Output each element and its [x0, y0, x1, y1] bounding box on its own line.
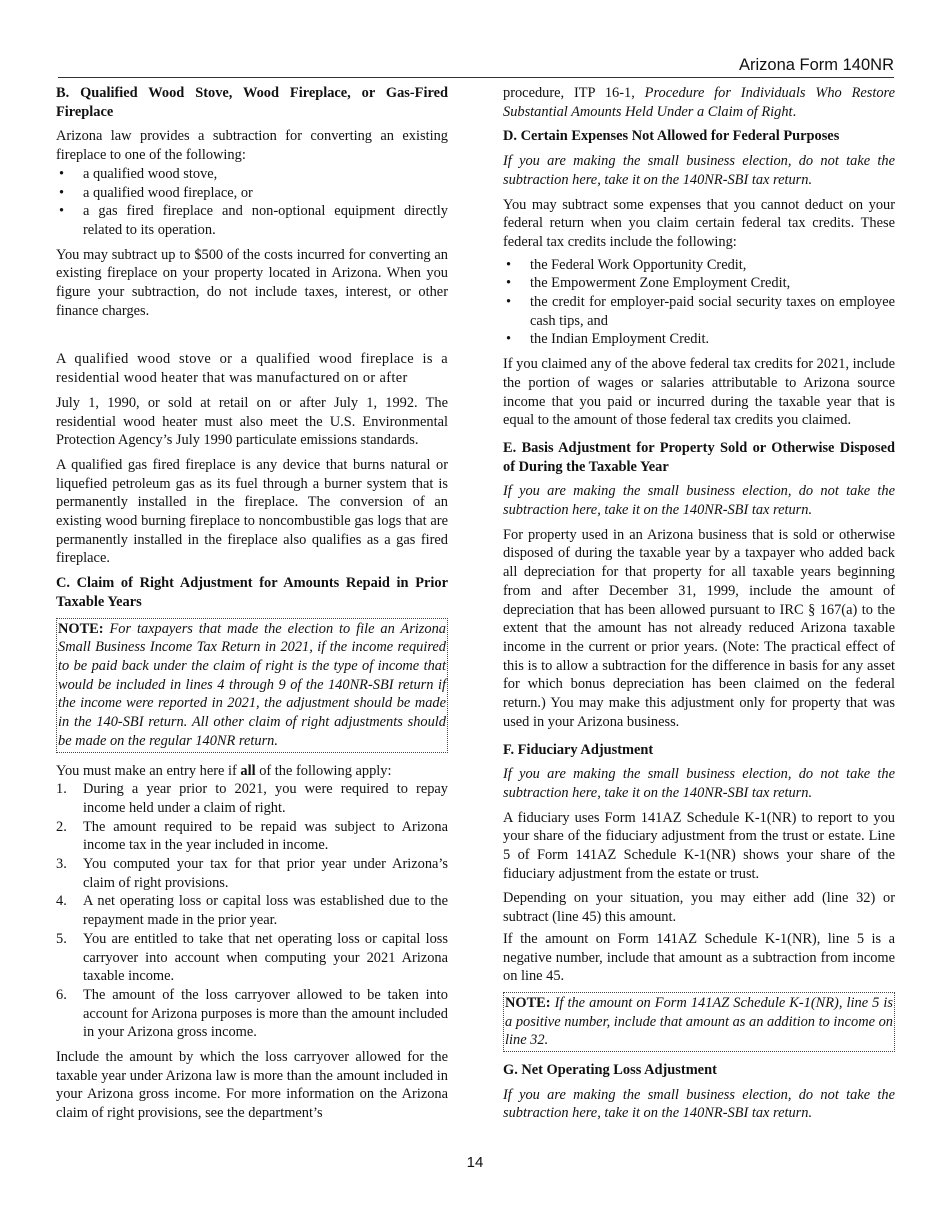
- section-d-sbi-note: If you are making the small business election, do not take the subtraction here, take it on the 140NR-SBI tax return.: [503, 153, 895, 188]
- section-b-para4: A qualified gas fired fireplace is any device that burns natural or liquefied petroleum gas as its fuel through a burner system that is permanently installed in the fireplace. The conversion of an existing wood burning fireplace to noncombustible gas logs that are permanently installed in the fireplace also qualifies as a gas fired fireplace.: [56, 456, 448, 567]
- cont-text: .: [792, 103, 797, 120]
- right-column: [503, 84, 895, 1129]
- procedure-title: Procedure for Individuals Who Restore Substantial Amounts Held Under a Claim of Right: [503, 85, 895, 120]
- item-number: 2.: [56, 818, 67, 835]
- item-text: The amount required to be repaid was subject to Arizona income tax in the year included in income.: [83, 818, 448, 854]
- item-text: You computed your tax for that prior year under Arizona’s claim of right provisions.: [83, 856, 448, 891]
- section-f-sbi-note: If you are making the small business election, do not take the subtraction here, take it on the 140NR-SBI tax return.: [503, 766, 895, 801]
- list-item: [56, 892, 448, 929]
- section-e-sbi-note: If you are making the small business election, do not take the subtraction here, take it on the 140NR-SBI tax return.: [503, 483, 895, 519]
- list-item: [56, 986, 448, 1042]
- list-item: • the Federal Work Opportunity Credit,: [503, 256, 895, 275]
- section-c-conditions: [56, 780, 448, 1042]
- entry-bold: all: [240, 762, 256, 779]
- section-b-heading: B. Qualified Wood Stove, Wood Fireplace, or Gas-Fired Fireplace: [56, 85, 448, 120]
- list-item: • the Empowerment Zone Employment Credit,: [503, 274, 895, 293]
- list-item: • the Indian Employment Credit.: [503, 330, 895, 349]
- section-g-sbi-note: If you are making the small business election, do not take the subtraction here, take it on the 140NR-SBI tax return.: [503, 1086, 895, 1122]
- section-b-bullets: [56, 165, 448, 240]
- section-c-note: [56, 618, 448, 753]
- section-d-heading: D. Certain Expenses Not Allowed for Federal Purposes: [503, 128, 840, 145]
- item-number: 6.: [56, 986, 67, 1003]
- item-number: 5.: [56, 930, 67, 947]
- list-item: [56, 855, 448, 892]
- section-c-entry: [56, 762, 448, 781]
- section-d-para2: If you claimed any of the above federal tax credits for 2021, include the portion of wages or salaries attributable to Arizona source income that you paid or incurred during the taxable year that is equal to the amount of those federal tax credits you claimed.: [503, 356, 895, 429]
- list-item: [56, 930, 448, 986]
- section-f-note: [503, 992, 895, 1052]
- section-b-intro: Arizona law provides a subtraction for converting an existing fireplace to one of the following:: [56, 128, 448, 164]
- list-item: [56, 818, 448, 855]
- section-c-closing: Include the amount by which the loss carryover allowed for the taxable year under Arizona law is more than the amount included in your Arizona gross income. For more information on the Arizona claim of right provisions, see the department’s: [56, 1049, 448, 1122]
- note-text: If the amount on Form 141AZ Schedule K-1(NR), line 5 is a positive number, include that amount as an addition to income on line 32.: [505, 994, 893, 1049]
- list-item: • a qualified wood fireplace, or: [56, 184, 448, 203]
- section-d-para1: You may subtract some expenses that you cannot deduct on your federal return when you claim certain federal tax credits. These federal tax credits include the following:: [503, 196, 895, 250]
- note-text: For taxpayers that made the election to file an Arizona Small Business Income Tax Return in 2021, if the income required to be paid back under the claim of right is the type of income that would be included in lines 4 through 9 of the 140NR-SBI return if the income were reported in 2021, the adjustment should be made in the 140-SBI return. All other claim of right adjustments should be made on the regular 140NR return.: [58, 620, 446, 749]
- item-text: During a year prior to 2021, you were required to repay income held under a claim of right.: [83, 781, 448, 816]
- section-b-para1: You may subtract up to $500 of the costs incurred for converting an existing fireplace on your property located in Arizona. When you figure your subtraction, do not include taxes, interest, or other finance charges.: [56, 246, 448, 319]
- section-c-heading: C. Claim of Right Adjustment for Amounts Repaid in Prior Taxable Years: [56, 575, 448, 610]
- section-c-continued: [503, 84, 895, 121]
- item-number: 1.: [56, 781, 67, 798]
- item-text: You are entitled to take that net operating loss or capital loss carryover into account when computing your 2021 Arizona taxable income.: [83, 930, 448, 985]
- item-number: 4.: [56, 893, 67, 910]
- section-e-para1: For property used in an Arizona business that is sold or otherwise disposed of during the taxable year by a taxpayer who added back all depreciation for that property for all taxable years beginning from and after December 31, 1999, include the amount of depreciation that has been allowed pursuant to IRC § 167(a) to the extent that the amount has not already reduced Arizona taxable income in the current or prior years. (Note: The practical effect of this is to allow a subtraction for the difference in basis for any asset for which bonus depreciation has been claimed on the federal return.) You may make this adjustment only for property that was used in your Arizona business.: [503, 526, 895, 730]
- section-f-heading: F. Fiduciary Adjustment: [503, 741, 654, 758]
- form-title: Arizona Form 140NR: [739, 56, 894, 74]
- section-b-para2: A qualified wood stove or a qualified wood fireplace is a residential wood heater that was manufactured on or after: [56, 351, 448, 387]
- section-f-para3: If the amount on Form 141AZ Schedule K-1(NR), line 5 is a negative number, include that amount as a subtraction from income on line 45.: [503, 930, 895, 985]
- entry-text: You must make an entry here if: [56, 762, 241, 779]
- cont-text: procedure, ITP 16-1,: [503, 85, 645, 101]
- entry-text: of the following apply:: [255, 762, 392, 779]
- section-f-para2: Depending on your situation, you may either add (line 32) or subtract (line 45) this amount.: [503, 890, 895, 926]
- left-column: [56, 84, 448, 1129]
- section-e-heading: E. Basis Adjustment for Property Sold or Otherwise Disposed of During the Taxable Year: [503, 439, 895, 475]
- note-label: NOTE:: [58, 620, 104, 637]
- section-d-bullets: [503, 256, 895, 350]
- list-item: • a qualified wood stove,: [56, 165, 448, 184]
- item-text: A net operating loss or capital loss was established due to the repayment made in the prior year.: [83, 893, 448, 929]
- item-number: 3.: [56, 856, 67, 873]
- list-item: [56, 780, 448, 817]
- list-item: • a gas fired fireplace and non-optional equipment directly related to its operation.: [56, 202, 448, 239]
- page-number: 14: [466, 1154, 484, 1171]
- note-label: NOTE:: [505, 994, 551, 1011]
- header-rule: [58, 77, 894, 78]
- section-b-para3: July 1, 1990, or sold at retail on or after July 1, 1992. The residential wood heater must also meet the U.S. Environmental Protection Agency’s July 1990 particulate emissions standards.: [56, 394, 448, 449]
- list-item: • the credit for employer-paid social security taxes on employee cash tips, and: [503, 293, 895, 330]
- item-text: The amount of the loss carryover allowed to be taken into account for Arizona purposes is more than the amount included in your Arizona gross income.: [83, 986, 448, 1041]
- section-g-heading: G. Net Operating Loss Adjustment: [503, 1062, 717, 1079]
- section-f-para1: A fiduciary uses Form 141AZ Schedule K-1(NR) to report to you your share of the fiduciary adjustment from the trust or estate. Line 5 of Form 141AZ Schedule K-1(NR) shows your share of the fiduciary adjustment from the estate or trust.: [503, 809, 895, 882]
